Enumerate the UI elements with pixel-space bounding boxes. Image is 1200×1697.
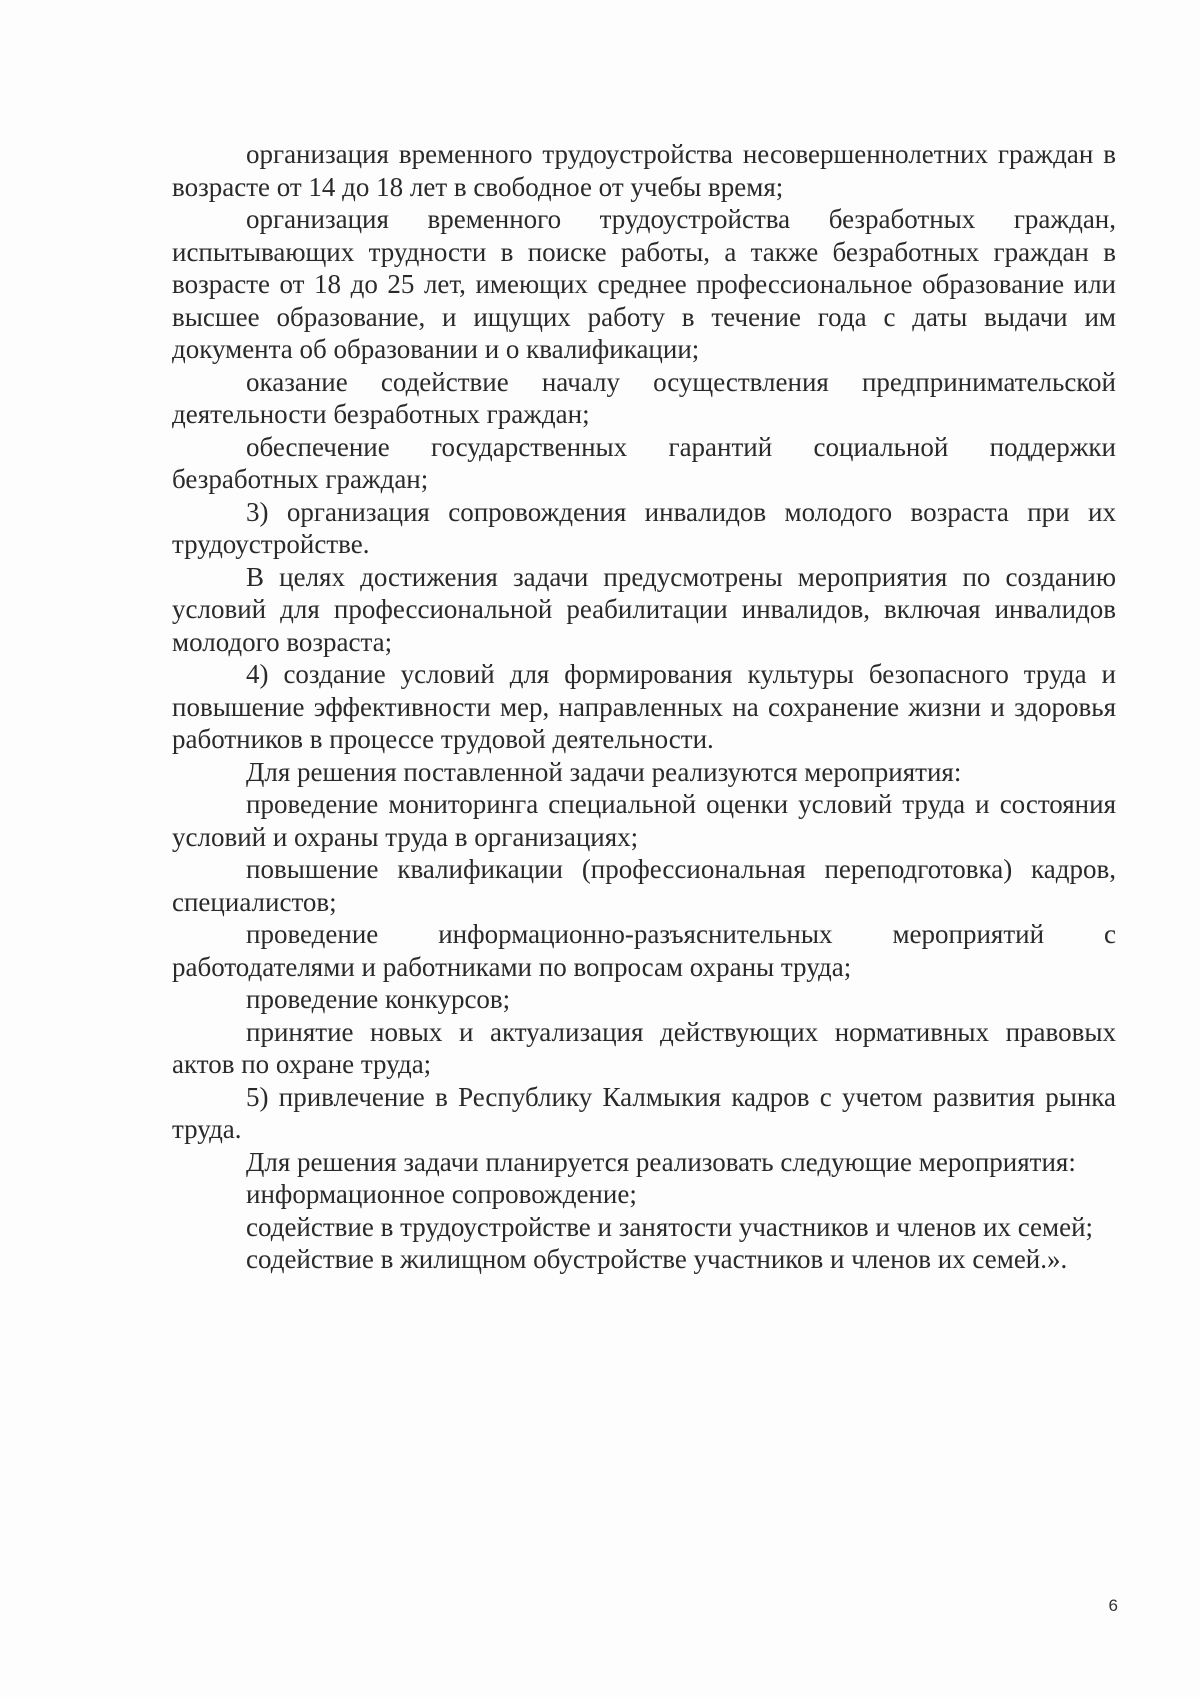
paragraph: Для решения поставленной задачи реализуются мероприятия:: [246, 756, 962, 787]
paragraph: обеспечение государственных гарантий социальной поддержки безработных граждан;: [172, 431, 1116, 494]
paragraph: 3) организация сопровождения инвалидов молодого возраста при их трудоустройстве.: [172, 496, 1116, 559]
paragraph: информационное сопровождение;: [246, 1179, 637, 1209]
paragraph: В целях достижения задачи предусмотрены мероприятия по созданию условий для профессиональной реабилитации инвалидов, включая инвалидов молодого возраста;: [172, 561, 1116, 657]
paragraph: 4) создание условий для формирования культуры безопасного труда и повышение эффективности мер, направленных на сохранение жизни и здоровья работников в процессе трудовой деятельности.: [172, 659, 1116, 754]
paragraph: проведение информационно-разъяснительных мероприятий с работодателями и работниками по вопросам охраны труда;: [172, 919, 1116, 982]
paragraph: Для решения задачи планируется реализовать следующие мероприятия:: [246, 1146, 1076, 1177]
document-body: [172, 138, 1116, 1276]
paragraph: повышение квалификации (профессиональная переподготовка) кадров, специалистов;: [172, 854, 1116, 917]
paragraph: содействие в жилищном обустройстве участников и членов их семей.».: [246, 1244, 1068, 1274]
paragraph: принятие новых и актуализация действующих нормативных правовых актов по охране труда;: [172, 1016, 1116, 1079]
page-number: 6: [1108, 1596, 1118, 1615]
paragraph: 5) привлечение в Республику Калмыкия кадров с учетом развития рынка труда.: [172, 1081, 1116, 1144]
paragraph: проведение конкурсов;: [246, 984, 511, 1014]
paragraph: проведение мониторинга специальной оценки условий труда и состояния условий и охраны труда в организациях;: [172, 789, 1116, 852]
paragraph: организация временного трудоустройства безработных граждан, испытывающих трудности в поиске работы, а также безработных граждан в возрасте от 18 до 25 лет, имеющих среднее профессиональное образование или высшее образование, и ищущих работу в течение года с даты выдачи им документа об образовании и о квалификации;: [172, 204, 1116, 364]
paragraph: содействие в трудоустройстве и занятости участников и членов их семей;: [246, 1211, 1094, 1242]
paragraph: оказание содействие началу осуществления предпринимательской деятельности безработных граждан;: [172, 366, 1116, 429]
paragraph: организация временного трудоустройства несовершеннолетних граждан в возрасте от 14 до 18 лет в свободное от учебы время;: [172, 139, 1116, 202]
